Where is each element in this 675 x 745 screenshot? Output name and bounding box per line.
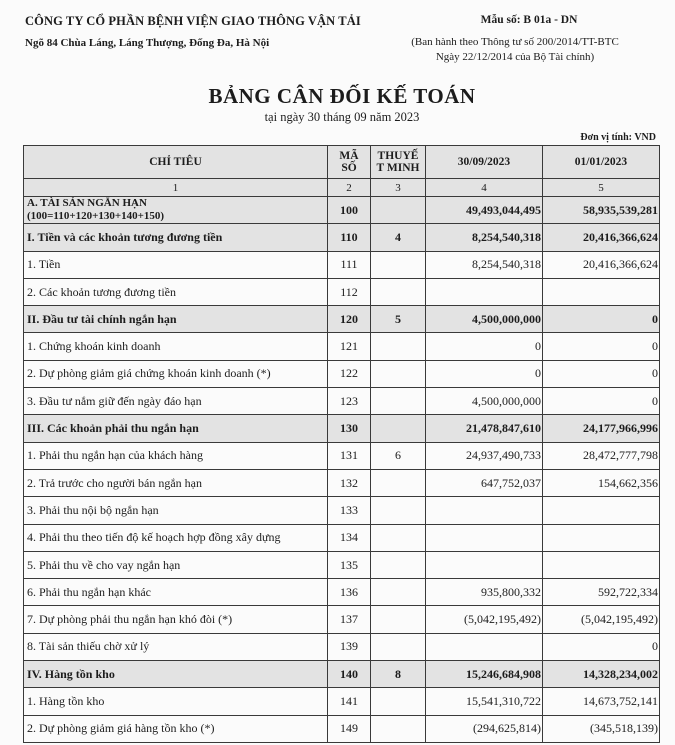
row-value-end: 15,541,310,722 xyxy=(426,688,543,715)
column-number: 5 xyxy=(543,179,660,197)
row-value-end: 4,500,000,000 xyxy=(426,306,543,333)
row-indicator: 3. Phải thu nội bộ ngắn hạn xyxy=(24,497,328,524)
row-indicator: 4. Phải thu theo tiến độ kế hoạch hợp đồng xây dựng xyxy=(24,524,328,551)
row-value-start: 20,416,366,624 xyxy=(543,224,660,251)
table-row xyxy=(24,415,660,442)
row-value-end xyxy=(426,633,543,660)
column-number-row xyxy=(24,179,660,197)
row-value-start: 14,673,752,141 xyxy=(543,688,660,715)
row-indicator: II. Đầu tư tài chính ngắn hạn xyxy=(24,306,328,333)
row-value-end: 0 xyxy=(426,360,543,387)
header-indicator: CHỈ TIÊU xyxy=(24,146,328,179)
header-period-end: 30/09/2023 xyxy=(426,146,543,179)
row-note xyxy=(371,497,426,524)
row-indicator: 1. Hàng tồn kho xyxy=(24,688,328,715)
row-indicator: 2. Dự phòng giảm giá chứng khoán kinh doanh (*) xyxy=(24,360,328,387)
row-value-end xyxy=(426,497,543,524)
row-note xyxy=(371,278,426,305)
header-note-line-1: THUYẾ xyxy=(377,150,419,162)
column-number: 2 xyxy=(328,179,371,197)
balance-sheet-table xyxy=(23,145,660,743)
row-value-start: 0 xyxy=(543,633,660,660)
column-number: 3 xyxy=(371,179,426,197)
report-title: BẢNG CÂN ĐỐI KẾ TOÁN xyxy=(208,84,476,108)
row-value-end: 8,254,540,318 xyxy=(426,224,543,251)
issued-line-1: (Ban hành theo Thông tư số 200/2014/TT-BTC xyxy=(411,36,619,48)
row-value-end xyxy=(426,551,543,578)
row-value-end: 49,493,044,495 xyxy=(426,197,543,224)
table-row xyxy=(24,661,660,688)
table-row xyxy=(24,306,660,333)
row-note: 8 xyxy=(371,661,426,688)
row-value-end: (294,625,814) xyxy=(426,715,543,742)
row-value-start: 28,472,777,798 xyxy=(543,442,660,469)
row-indicator: 2. Các khoản tương đương tiền xyxy=(24,278,328,305)
row-value-end: 21,478,847,610 xyxy=(426,415,543,442)
row-indicator: 8. Tài sản thiếu chờ xử lý xyxy=(24,633,328,660)
row-code: 149 xyxy=(328,715,371,742)
row-value-start: 24,177,966,996 xyxy=(543,415,660,442)
row-note xyxy=(371,415,426,442)
row-note xyxy=(371,333,426,360)
row-value-start xyxy=(543,278,660,305)
row-code: 120 xyxy=(328,306,371,333)
table-row xyxy=(24,197,660,224)
row-code: 140 xyxy=(328,661,371,688)
row-indicator: III. Các khoản phải thu ngắn hạn xyxy=(24,415,328,442)
table-row xyxy=(24,524,660,551)
row-code: 110 xyxy=(328,224,371,251)
row-indicator: IV. Hàng tồn kho xyxy=(24,661,328,688)
row-code: 135 xyxy=(328,551,371,578)
issued-note xyxy=(380,35,650,65)
company-name: CÔNG TY CỔ PHẦN BỆNH VIỆN GIAO THÔNG VẬN TẢI xyxy=(25,14,361,28)
row-value-start: 0 xyxy=(543,360,660,387)
table-row xyxy=(24,579,660,606)
currency-unit: Đơn vị tính: VND xyxy=(580,132,656,143)
table-row xyxy=(24,497,660,524)
row-value-end: 24,937,490,733 xyxy=(426,442,543,469)
row-value-start: (345,518,139) xyxy=(543,715,660,742)
row-value-start: 0 xyxy=(543,388,660,415)
row-indicator: 6. Phải thu ngắn hạn khác xyxy=(24,579,328,606)
row-code: 141 xyxy=(328,688,371,715)
row-code: 111 xyxy=(328,251,371,278)
row-note: 6 xyxy=(371,442,426,469)
row-code: 122 xyxy=(328,360,371,387)
report-date: tại ngày 30 tháng 09 năm 2023 xyxy=(264,110,420,124)
form-header xyxy=(380,14,650,65)
row-indicator: 1. Chứng khoán kinh doanh xyxy=(24,333,328,360)
row-note xyxy=(371,633,426,660)
row-note: 5 xyxy=(371,306,426,333)
row-indicator: 2. Dự phòng giảm giá hàng tồn kho (*) xyxy=(24,715,328,742)
table-row xyxy=(24,469,660,496)
row-value-start: 154,662,356 xyxy=(543,469,660,496)
row-indicator: 1. Tiền xyxy=(24,251,328,278)
header-period-start: 01/01/2023 xyxy=(543,146,660,179)
row-value-end xyxy=(426,278,543,305)
row-note xyxy=(371,551,426,578)
row-value-start: (5,042,195,492) xyxy=(543,606,660,633)
header-note-line-2: T MINH xyxy=(376,162,420,174)
table-header-row xyxy=(24,146,660,179)
row-value-end xyxy=(426,524,543,551)
row-value-end: 15,246,684,908 xyxy=(426,661,543,688)
table-row xyxy=(24,606,660,633)
row-value-end: 4,500,000,000 xyxy=(426,388,543,415)
table-row xyxy=(24,688,660,715)
row-code: 133 xyxy=(328,497,371,524)
row-note: 4 xyxy=(371,224,426,251)
row-note xyxy=(371,469,426,496)
row-value-end: 8,254,540,318 xyxy=(426,251,543,278)
row-value-start xyxy=(543,497,660,524)
table-row xyxy=(24,278,660,305)
row-note xyxy=(371,606,426,633)
company-header xyxy=(25,14,361,49)
table-row xyxy=(24,360,660,387)
row-code: 131 xyxy=(328,442,371,469)
column-number: 4 xyxy=(426,179,543,197)
header-code-line-1: MÃ xyxy=(339,150,359,162)
row-code: 130 xyxy=(328,415,371,442)
row-indicator: 3. Đầu tư nắm giữ đến ngày đáo hạn xyxy=(24,388,328,415)
row-note xyxy=(371,715,426,742)
row-indicator: 5. Phải thu về cho vay ngắn hạn xyxy=(24,551,328,578)
table-row xyxy=(24,715,660,742)
row-code: 121 xyxy=(328,333,371,360)
row-note xyxy=(371,579,426,606)
row-indicator xyxy=(24,197,328,224)
row-indicator: 1. Phải thu ngắn hạn của khách hàng xyxy=(24,442,328,469)
row-value-end: 935,800,332 xyxy=(426,579,543,606)
row-note xyxy=(371,688,426,715)
row-value-start: 58,935,539,281 xyxy=(543,197,660,224)
row-value-start: 20,416,366,624 xyxy=(543,251,660,278)
row-value-end: (5,042,195,492) xyxy=(426,606,543,633)
row-note xyxy=(371,388,426,415)
row-code: 137 xyxy=(328,606,371,633)
row-note xyxy=(371,197,426,224)
row-code: 132 xyxy=(328,469,371,496)
row-code: 112 xyxy=(328,278,371,305)
row-indicator: 2. Trả trước cho người bán ngắn hạn xyxy=(24,469,328,496)
table-row xyxy=(24,251,660,278)
row-note xyxy=(371,251,426,278)
table-row xyxy=(24,388,660,415)
form-number: Mẫu số: B 01a - DN xyxy=(480,14,578,26)
table-row xyxy=(24,633,660,660)
table-row xyxy=(24,333,660,360)
row-code: 139 xyxy=(328,633,371,660)
row-note xyxy=(371,524,426,551)
row-value-start xyxy=(543,524,660,551)
row-value-start: 0 xyxy=(543,306,660,333)
row-value-start: 14,328,234,002 xyxy=(543,661,660,688)
issued-line-2: Ngày 22/12/2014 của Bộ Tài chính) xyxy=(435,51,595,63)
row-indicator-line-2: (100=110+120+130+140+150) xyxy=(27,210,165,223)
table-row xyxy=(24,442,660,469)
row-code: 100 xyxy=(328,197,371,224)
header-code xyxy=(328,146,371,179)
header-note xyxy=(371,146,426,179)
table-row xyxy=(24,224,660,251)
row-value-start: 592,722,334 xyxy=(543,579,660,606)
row-value-start xyxy=(543,551,660,578)
row-indicator: 7. Dự phòng phải thu ngắn hạn khó đòi (*) xyxy=(24,606,328,633)
row-code: 123 xyxy=(328,388,371,415)
row-indicator: I. Tiền và các khoản tương đương tiền xyxy=(24,224,328,251)
row-indicator-line-1: A. TÀI SẢN NGẮN HẠN xyxy=(27,197,147,210)
row-note xyxy=(371,360,426,387)
row-code: 136 xyxy=(328,579,371,606)
column-number: 1 xyxy=(24,179,328,197)
row-code: 134 xyxy=(328,524,371,551)
row-value-end: 647,752,037 xyxy=(426,469,543,496)
company-address: Ngõ 84 Chùa Láng, Láng Thượng, Đống Đa, Hà Nội xyxy=(25,37,270,49)
row-value-end: 0 xyxy=(426,333,543,360)
table-row xyxy=(24,551,660,578)
row-value-start: 0 xyxy=(543,333,660,360)
header-code-line-2: SỐ xyxy=(341,162,357,174)
